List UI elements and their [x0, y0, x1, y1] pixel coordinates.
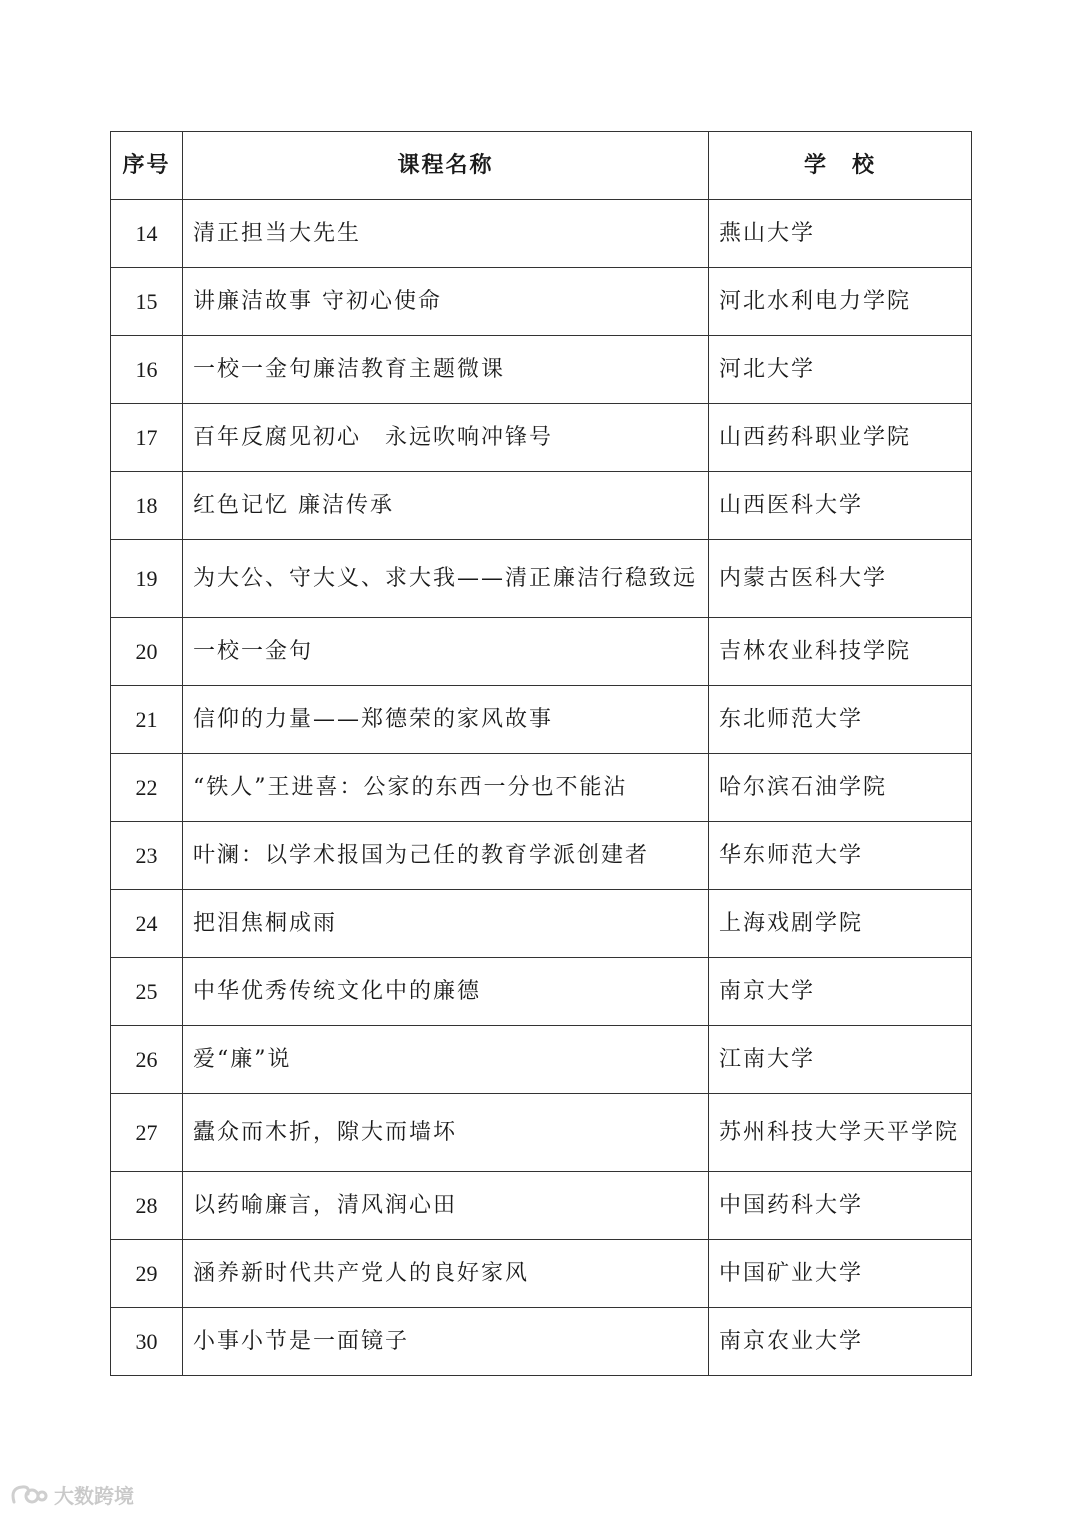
row-school: 南京大学 — [709, 958, 972, 1026]
row-num: 22 — [111, 754, 183, 822]
row-school: 南京农业大学 — [709, 1308, 972, 1376]
course-table — [110, 131, 972, 1376]
table-row — [111, 754, 972, 822]
watermark-text: 大数跨境 — [54, 1484, 134, 1508]
row-school: 哈尔滨石油学院 — [709, 754, 972, 822]
row-course-name: 一校一金句 — [183, 618, 709, 686]
row-num: 24 — [111, 890, 183, 958]
row-course-name: 讲廉洁故事 守初心使命 — [183, 268, 709, 336]
row-course-name: 以药喻廉言，清风润心田 — [183, 1172, 709, 1240]
row-course-name: 中华优秀传统文化中的廉德 — [183, 958, 709, 1026]
row-num: 25 — [111, 958, 183, 1026]
row-school: 山西医科大学 — [709, 472, 972, 540]
table-row — [111, 1172, 972, 1240]
table-row — [111, 618, 972, 686]
table-body — [111, 200, 972, 1376]
table-row — [111, 1308, 972, 1376]
row-num: 19 — [111, 540, 183, 618]
row-num: 20 — [111, 618, 183, 686]
table-row — [111, 822, 972, 890]
row-school: 上海戏剧学院 — [709, 890, 972, 958]
row-school: 东北师范大学 — [709, 686, 972, 754]
header-name: 课程名称 — [183, 132, 709, 200]
row-course-name: “铁人”王进喜：公家的东西一分也不能沾 — [183, 754, 709, 822]
row-num: 16 — [111, 336, 183, 404]
row-course-name: 爱“廉”说 — [183, 1026, 709, 1094]
row-num: 23 — [111, 822, 183, 890]
row-num: 14 — [111, 200, 183, 268]
row-course-name: 叶澜：以学术报国为己任的教育学派创建者 — [183, 822, 709, 890]
row-school: 山西药科职业学院 — [709, 404, 972, 472]
table-row — [111, 1026, 972, 1094]
table-row — [111, 958, 972, 1026]
table-row — [111, 336, 972, 404]
row-num: 27 — [111, 1094, 183, 1172]
table-header-row — [111, 132, 972, 200]
row-school: 华东师范大学 — [709, 822, 972, 890]
row-num: 30 — [111, 1308, 183, 1376]
table-row — [111, 1094, 972, 1172]
row-school: 内蒙古医科大学 — [709, 540, 972, 618]
row-course-name: 信仰的力量——郑德荣的家风故事 — [183, 686, 709, 754]
row-num: 18 — [111, 472, 183, 540]
row-num: 15 — [111, 268, 183, 336]
row-course-name: 为大公、守大义、求大我——清正廉洁行稳致远 — [183, 540, 709, 618]
row-school: 中国矿业大学 — [709, 1240, 972, 1308]
row-course-name: 一校一金句廉洁教育主题微课 — [183, 336, 709, 404]
table-row — [111, 540, 972, 618]
row-course-name: 蠹众而木折，隙大而墙坏 — [183, 1094, 709, 1172]
logo-icon — [8, 1482, 48, 1508]
table-row — [111, 200, 972, 268]
row-course-name: 百年反腐见初心 永远吹响冲锋号 — [183, 404, 709, 472]
table-row — [111, 268, 972, 336]
row-num: 21 — [111, 686, 183, 754]
row-num: 28 — [111, 1172, 183, 1240]
row-course-name: 清正担当大先生 — [183, 200, 709, 268]
row-school: 苏州科技大学天平学院 — [709, 1094, 972, 1172]
row-num: 26 — [111, 1026, 183, 1094]
table-row — [111, 472, 972, 540]
row-school: 河北水利电力学院 — [709, 268, 972, 336]
row-school: 燕山大学 — [709, 200, 972, 268]
row-course-name: 小事小节是一面镜子 — [183, 1308, 709, 1376]
table-row — [111, 1240, 972, 1308]
row-course-name: 把泪焦桐成雨 — [183, 890, 709, 958]
watermark — [8, 1480, 134, 1509]
table-row — [111, 686, 972, 754]
row-num: 29 — [111, 1240, 183, 1308]
table-row — [111, 404, 972, 472]
row-num: 17 — [111, 404, 183, 472]
row-course-name: 涵养新时代共产党人的良好家风 — [183, 1240, 709, 1308]
header-num: 序号 — [111, 132, 183, 200]
row-course-name: 红色记忆 廉洁传承 — [183, 472, 709, 540]
table-row — [111, 890, 972, 958]
row-school: 河北大学 — [709, 336, 972, 404]
row-school: 江南大学 — [709, 1026, 972, 1094]
header-school: 学 校 — [709, 132, 972, 200]
row-school: 中国药科大学 — [709, 1172, 972, 1240]
row-school: 吉林农业科技学院 — [709, 618, 972, 686]
